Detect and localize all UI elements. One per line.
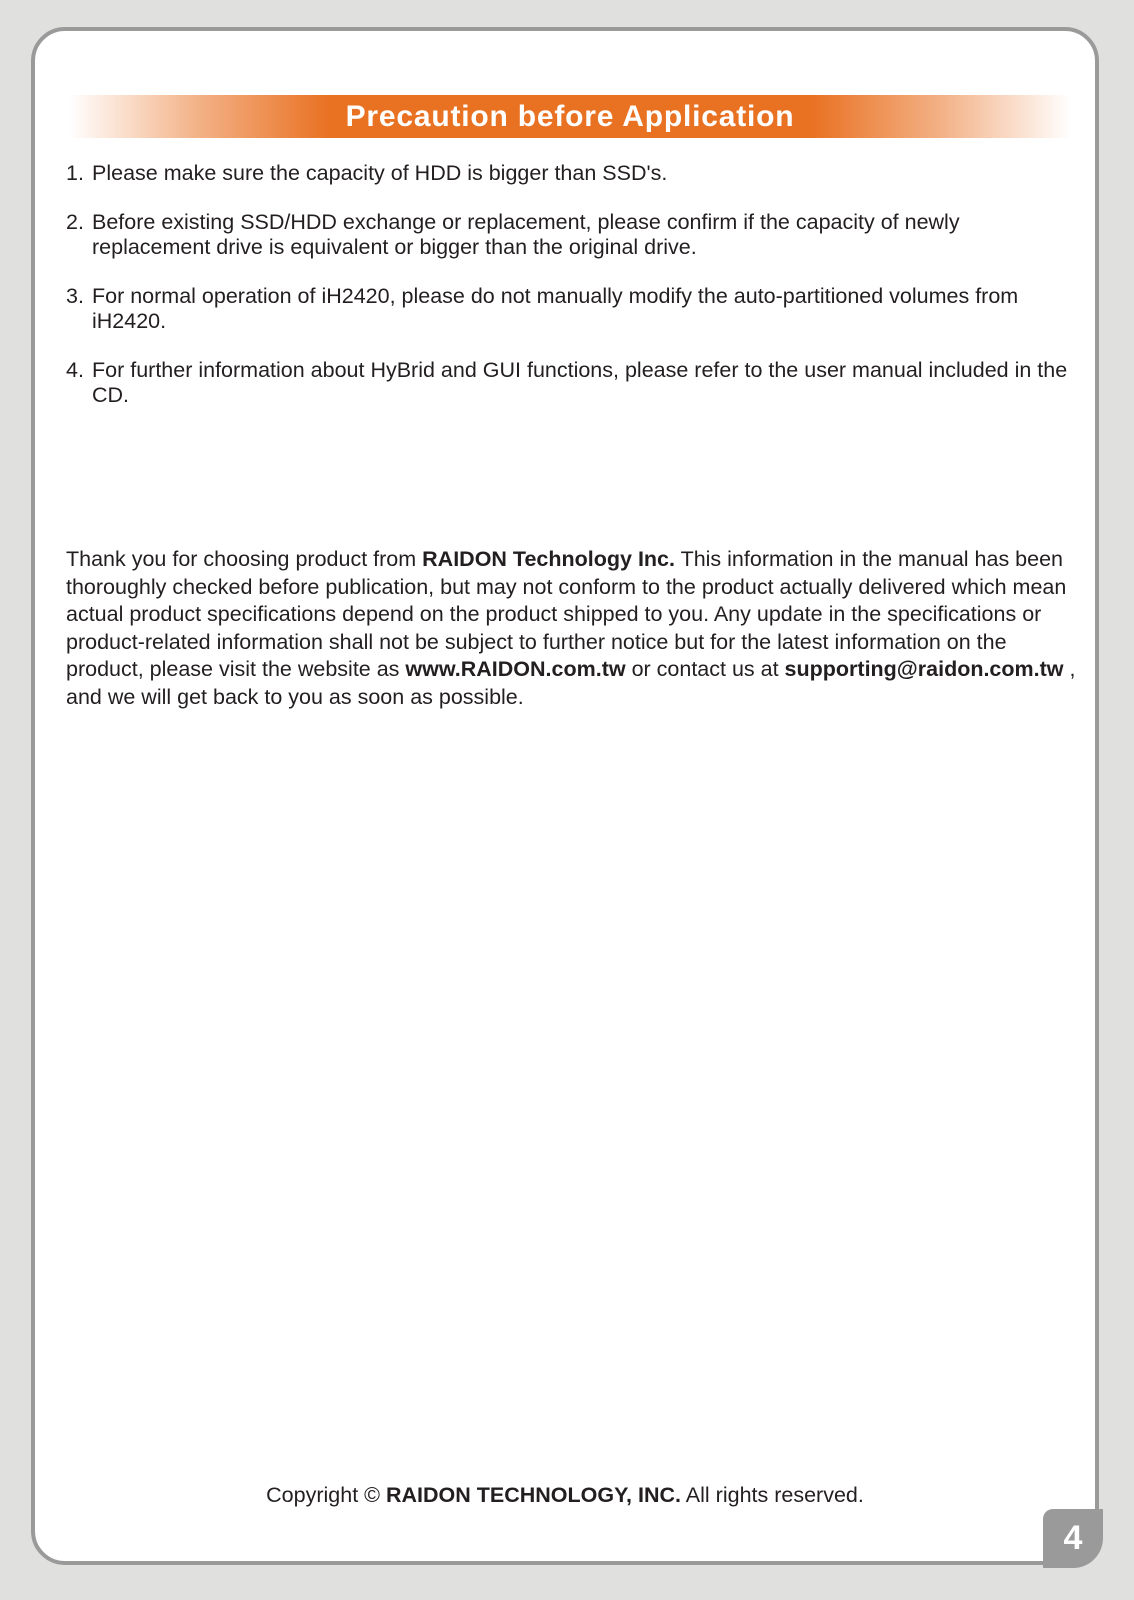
website-link: www.RAIDON.com.tw <box>405 657 626 681</box>
item-number: 4. <box>66 358 84 382</box>
copyright-company: RAIDON TECHNOLOGY, INC. <box>385 1483 682 1507</box>
item-text: Before existing SSD/HDD exchange or replacement, please confirm if the capacity of newly replacement drive is equivalent or bigger than the original drive. <box>92 210 960 259</box>
manual-page <box>31 27 1099 1565</box>
item-text: For normal operation of iH2420, please do not manually modify the auto-partitioned volumes from iH2420. <box>92 284 1019 333</box>
copyright-suffix: All rights reserved. <box>681 1483 864 1507</box>
thanks-text-2: This information in the manual has been thoroughly checked before publication, but may not conform to the product actually delivered which mean actual product specifications depend on the product shipped to you. Any update in the specifications or product-related information shall not be subject to further notice but for the latest information on the product, please visit the website as <box>66 547 1067 681</box>
precaution-list <box>66 161 1076 432</box>
list-item <box>66 210 1076 260</box>
support-email: supporting@raidon.com.tw <box>784 657 1064 681</box>
item-number: 1. <box>66 161 84 185</box>
copyright-prefix: Copyright © <box>266 1483 386 1507</box>
thanks-text-3: or contact us at <box>625 657 785 681</box>
list-item <box>66 161 1076 186</box>
thanks-text-4: , and we will get back to you as soon as possible. <box>66 657 1076 709</box>
company-name: RAIDON Technology Inc. <box>422 547 675 571</box>
section-banner <box>69 95 1071 138</box>
thank-you-paragraph <box>66 546 1076 711</box>
thanks-text-1: Thank you for choosing product from <box>66 547 423 571</box>
copyright-footer <box>35 1481 1095 1509</box>
item-number: 3. <box>66 284 84 308</box>
item-number: 2. <box>66 210 84 234</box>
list-item <box>66 358 1076 408</box>
list-item <box>66 284 1076 334</box>
item-text: Please make sure the capacity of HDD is bigger than SSD's. <box>92 161 668 185</box>
item-text: For further information about HyBrid and GUI functions, please refer to the user manual included in the CD. <box>92 358 1068 407</box>
section-title: Precaution before Application <box>345 99 795 133</box>
page-number: 4 <box>1043 1509 1103 1568</box>
